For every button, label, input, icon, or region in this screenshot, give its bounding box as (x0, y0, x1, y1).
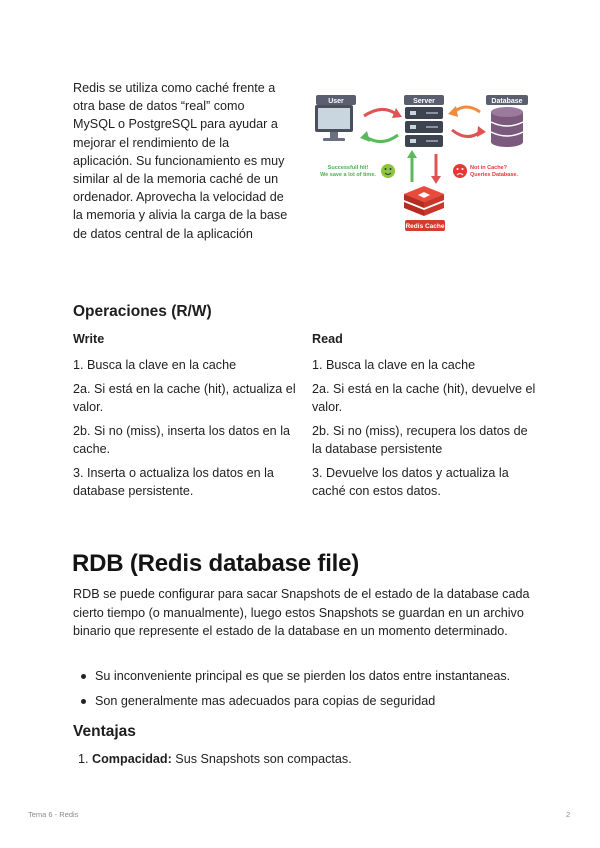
arrow-server-user-green (360, 131, 398, 142)
happy-face-icon (381, 164, 395, 178)
bullet-text: Su inconveniente principal es que se pierden los datos entre instantaneas. (95, 669, 511, 683)
ventajas-list (78, 750, 352, 768)
read-column (312, 330, 537, 506)
ventajas-heading: Ventajas (73, 723, 136, 740)
arrow-server-db-red (452, 126, 486, 137)
database-label: Database (491, 98, 523, 105)
user-monitor-icon (315, 105, 353, 141)
sad-face-icon (453, 164, 467, 178)
redis-cache-icon (404, 186, 444, 216)
bullet-text: Son generalmente mas adecuados para copias de seguridad (95, 694, 436, 708)
write-step: 2a. Si está en la cache (hit), actualiza el valor. (73, 382, 296, 414)
server-icon (405, 107, 443, 147)
list-item (73, 692, 533, 710)
item-term: Compacidad: (92, 752, 172, 766)
item-number: 1. (78, 752, 89, 766)
write-title: Write (73, 332, 105, 346)
bullet-dot-icon (81, 674, 86, 679)
read-step: 3. Devuelve los datos y actualiza la caché con estos datos. (312, 466, 509, 498)
arrow-cache-server-green (407, 150, 417, 182)
rdb-paragraph: RDB se puede configurar para sacar Snapshots de el estado de la database cada cierto tiempo (o manualmente), luego estos Snapshots se guardan en un archivo binario que represente el estado de la database en un momento determinado. (73, 587, 530, 639)
list-item (78, 750, 352, 768)
arrow-user-server-red (364, 108, 402, 118)
database-icon (491, 107, 523, 147)
hit-line2: We save a lot of time. (320, 172, 376, 178)
read-step: 2b. Si no (miss), recupera los datos de la database persistente (312, 424, 528, 456)
miss-line1: Not in Cache? (470, 165, 507, 171)
intro-paragraph: Redis se utiliza como caché frente a otra base de datos “real” como MySQL o PostgreSQL para ayudar a mejorar el rendimiento de la aplicación. Su funcionamiento es muy similar al de la memoria caché de un ordenador. Aprovecha la velocidad de la memoria y alivia la carga de la base de datos central de la aplicación (73, 81, 288, 241)
page-number: 2 (566, 810, 571, 819)
operations-heading: Operaciones (R/W) (73, 303, 212, 320)
rdb-bullet-list (73, 667, 533, 717)
write-step: 1. Busca la clave en la cache (73, 358, 237, 372)
item-text: Sus Snapshots son compactas. (171, 752, 352, 766)
arrow-server-cache-red (431, 154, 441, 184)
write-step: 3. Inserta o actualiza los datos en la database persistente. (73, 466, 274, 498)
read-step: 1. Busca la clave en la cache (312, 358, 476, 372)
user-label: User (328, 98, 344, 105)
list-item (73, 667, 533, 685)
read-step: 2a. Si está en la cache (hit), devuelve el valor. (312, 382, 536, 414)
write-column (73, 330, 298, 506)
bullet-dot-icon (81, 699, 86, 704)
arrow-db-server-orange (448, 106, 480, 117)
miss-line2: Queries Database. (470, 172, 518, 178)
footer-title: Tema 6 - Redis (28, 810, 79, 819)
cache-label: Redis Cache (405, 223, 445, 230)
write-step: 2b. Si no (miss), inserta los datos en la cache. (73, 424, 290, 456)
hit-line1: Successfull hit! (327, 165, 369, 171)
redis-cache-diagram (312, 90, 530, 238)
server-label: Server (413, 98, 435, 105)
rdb-heading: RDB (Redis database file) (72, 550, 360, 577)
read-title: Read (312, 332, 343, 346)
